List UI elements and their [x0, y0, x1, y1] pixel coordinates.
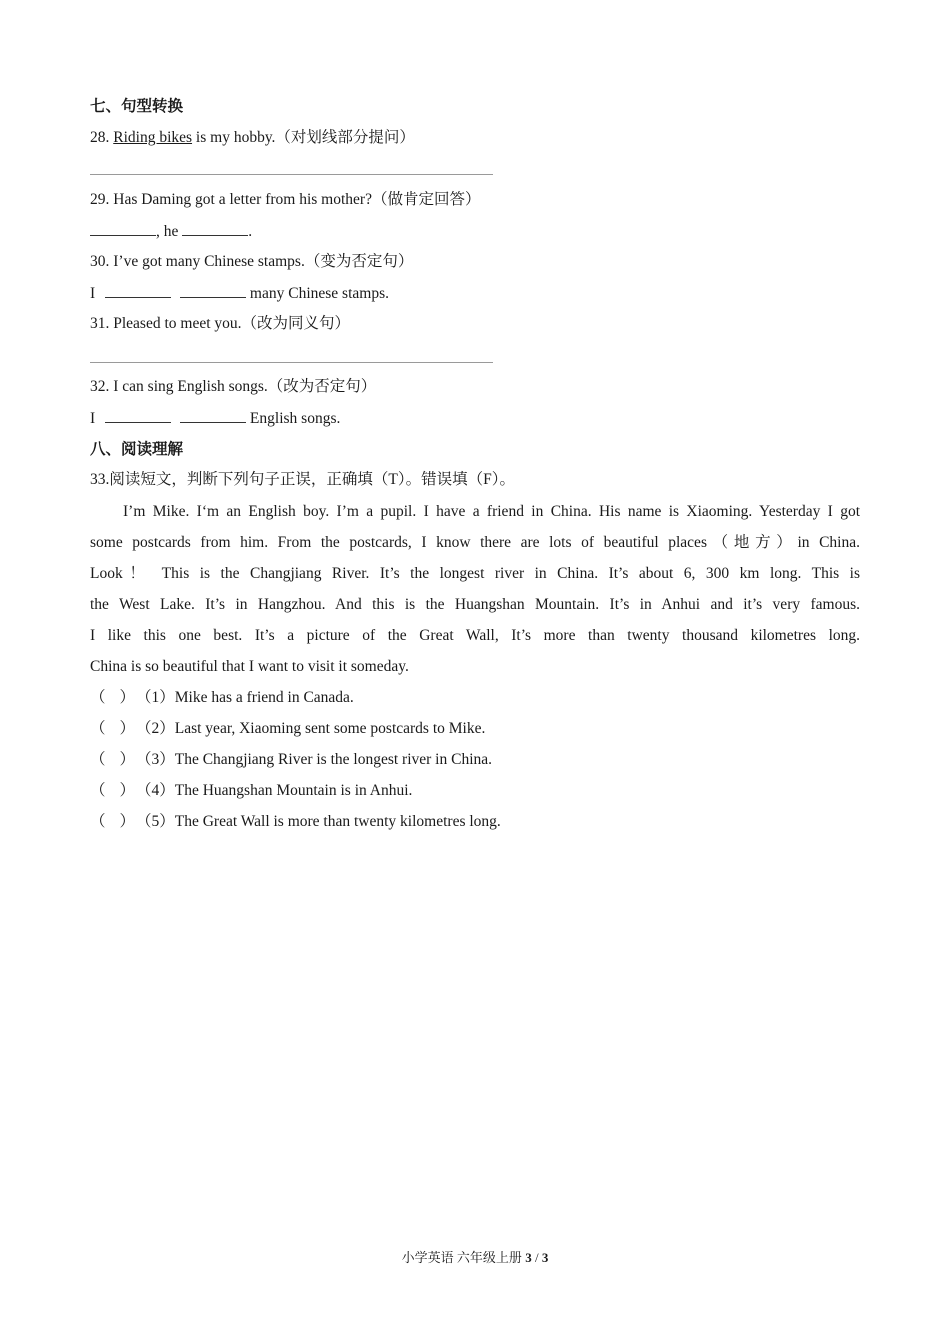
answer-30-start: I [90, 285, 100, 302]
q28-rest: is my hobby.（对划线部分提问） [192, 129, 415, 146]
question-31: 31. Pleased to meet you.（改为同义句） [90, 315, 351, 332]
answer-blank[interactable] [180, 283, 246, 298]
passage-line: China is so beautiful that I want to visit it someday. [90, 658, 409, 675]
answer-paren[interactable]: （ ） [90, 720, 136, 737]
statement-text: （4）The Huangshan Mountain is in Anhui. [136, 782, 413, 799]
statement-text: （5）The Great Wall is more than twenty kilometres long. [136, 813, 501, 830]
section-heading-7: 七、句型转换 [90, 97, 184, 115]
question-29: 29. Has Daming got a letter from his mother?（做肯定回答） [90, 191, 481, 208]
answer-blank[interactable] [90, 221, 156, 236]
passage-line: some postcards from him. From the postcards, I know there are lots of beautiful places（地方）in China. [90, 534, 860, 551]
footer-page-number: 3 [525, 1250, 532, 1265]
statement-text: （1）Mike has a friend in Canada. [136, 689, 354, 706]
answer-32-end: English songs. [246, 410, 341, 427]
footer-subject: 小学英语 六年级上册 [401, 1250, 526, 1265]
answer-29-end: . [248, 223, 253, 240]
question-30: 30. I’ve got many Chinese stamps.（变为否定句） [90, 253, 414, 270]
section-heading-8: 八、阅读理解 [90, 440, 184, 458]
question-32: 32. I can sing English songs.（改为否定句） [90, 378, 377, 395]
answer-30 [90, 283, 389, 304]
statement-1 [90, 688, 354, 708]
answer-30-end: many Chinese stamps. [246, 285, 389, 302]
answer-29 [90, 221, 252, 242]
q28-number: 28. [90, 129, 110, 146]
passage-line: I like this one best. It’s a picture of the Great Wall, It’s more than twenty thousand kilometres long. [90, 627, 860, 644]
statement-5 [90, 812, 501, 832]
answer-paren[interactable]: （ ） [90, 813, 136, 830]
answer-paren[interactable]: （ ） [90, 689, 136, 706]
answer-line-28[interactable] [90, 174, 493, 175]
answer-29-middle: , he [156, 223, 183, 240]
answer-blank[interactable] [182, 221, 248, 236]
passage-line: I’m Mike. I‘m an English boy. I’m a pupil. I have a friend in China. His name is Xiaoming. Yesterday I got [123, 503, 860, 520]
answer-32-start: I [90, 410, 100, 427]
page-footer [0, 1247, 950, 1266]
statement-text: （3）The Changjiang River is the longest river in China. [136, 751, 493, 768]
footer-page-total: 3 [541, 1250, 549, 1265]
answer-blank[interactable] [105, 408, 171, 423]
answer-line-31[interactable] [90, 362, 493, 363]
footer-separator: / [531, 1250, 542, 1265]
q28-underlined-phrase: Riding bikes [113, 129, 193, 146]
answer-blank[interactable] [180, 408, 246, 423]
answer-paren[interactable]: （ ） [90, 751, 136, 768]
reading-passage [90, 496, 860, 682]
reading-instruction: 33.阅读短文，判断下列句子正误，正确填（T）。错误填（F）。 [90, 471, 515, 488]
passage-line: the West Lake. It’s in Hangzhou. And this is the Huangshan Mountain. It’s in Anhui and it’s very famous. [90, 596, 860, 613]
answer-32 [90, 408, 340, 429]
statement-text: （2）Last year, Xiaoming sent some postcards to Mike. [136, 720, 486, 737]
passage-line: Look！ This is the Changjiang River. It’s the longest river in China. It’s about 6, 300 km long. This is [90, 565, 860, 582]
question-28 [90, 128, 415, 148]
statement-2 [90, 719, 485, 739]
answer-paren[interactable]: （ ） [90, 782, 136, 799]
answer-blank[interactable] [105, 283, 171, 298]
statement-4 [90, 781, 412, 801]
statement-3 [90, 750, 492, 770]
